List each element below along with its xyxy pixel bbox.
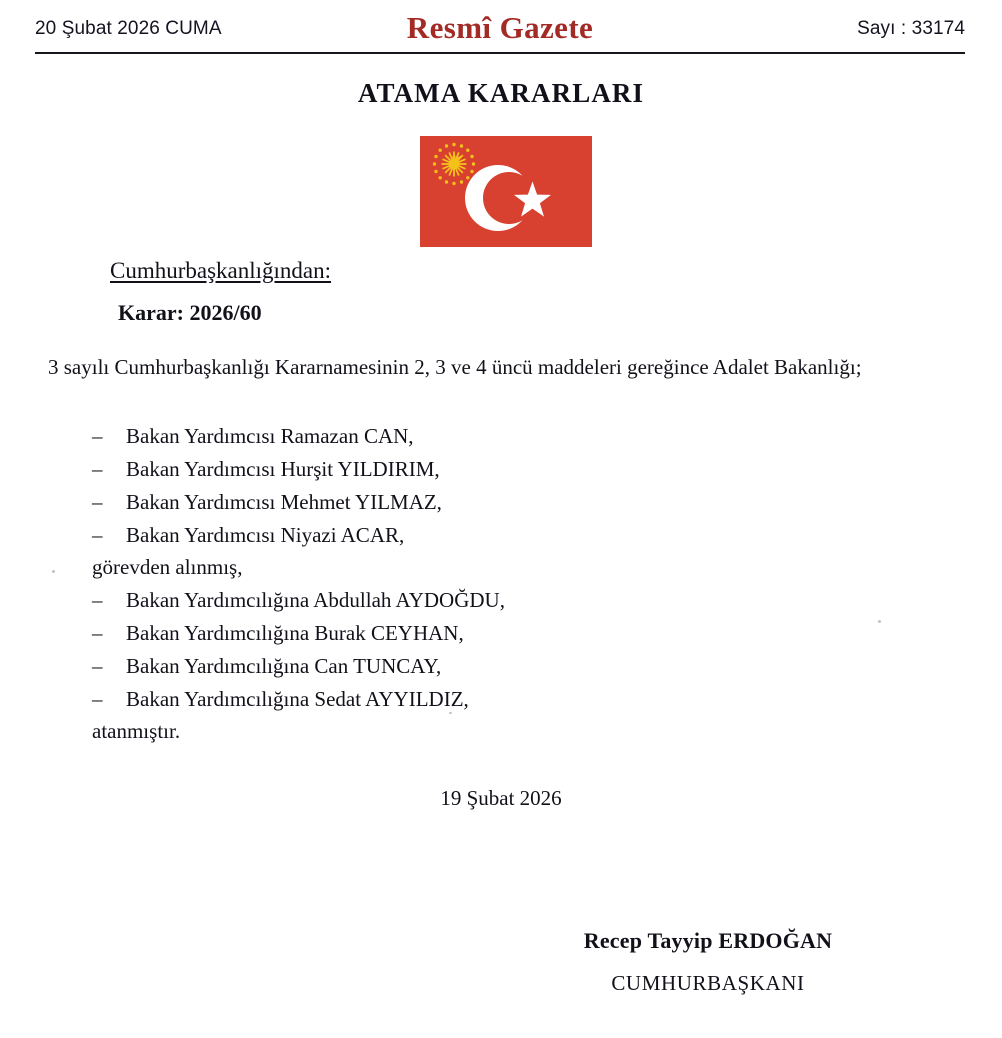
masthead — [35, 12, 965, 46]
masthead-issue-number: Sayı : 33174 — [857, 18, 965, 39]
appointment-clause: atanmıştır. — [92, 719, 181, 743]
signatory-title: CUMHURBAŞKANI — [611, 971, 805, 995]
flag-icon — [420, 136, 592, 247]
document-title: ATAMA KARARLARI — [357, 78, 645, 108]
turkish-presidential-flag — [420, 136, 592, 247]
list-item-label: Bakan Yardımcılığına Sedat AYYILDIZ, — [126, 687, 469, 711]
dash-bullet: – — [92, 523, 103, 547]
list-item — [92, 650, 932, 683]
list-item — [92, 420, 932, 453]
dash-bullet: – — [92, 490, 103, 514]
issuing-authority: Cumhurbaşkanlığından: — [110, 258, 332, 283]
scan-artifact — [449, 712, 452, 714]
scan-artifact — [878, 620, 881, 623]
signature-date: 19 Şubat 2026 — [440, 786, 562, 810]
list-item — [92, 584, 932, 617]
dash-bullet: – — [92, 457, 103, 481]
list-item-label: Bakan Yardımcısı Hurşit YILDIRIM, — [126, 457, 440, 481]
dash-bullet: – — [92, 654, 103, 678]
dash-bullet: – — [92, 424, 103, 448]
appointments-list — [92, 584, 932, 716]
list-item-label: Bakan Yardımcısı Ramazan CAN, — [126, 424, 414, 448]
scan-artifact — [52, 570, 55, 573]
masthead-title: Resmî Gazete — [406, 10, 594, 45]
list-item — [92, 519, 932, 552]
dismissal-clause: görevden alınmış, — [92, 555, 243, 579]
masthead-divider — [35, 52, 965, 54]
list-item — [92, 486, 932, 519]
dash-bullet: – — [92, 588, 103, 612]
masthead-date: 20 Şubat 2026 CUMA — [35, 18, 222, 39]
signature-block — [498, 926, 918, 998]
list-item-label: Bakan Yardımcısı Mehmet YILMAZ, — [126, 490, 442, 514]
list-item — [92, 683, 932, 716]
decision-number: Karar: 2026/60 — [118, 300, 262, 325]
list-item-label: Bakan Yardımcılığına Can TUNCAY, — [126, 654, 442, 678]
dash-bullet: – — [92, 621, 103, 645]
list-item — [92, 617, 932, 650]
dismissals-list — [92, 420, 932, 552]
list-item-label: Bakan Yardımcısı Niyazi ACAR, — [126, 523, 405, 547]
list-item-label: Bakan Yardımcılığına Abdullah AYDOĞDU, — [126, 588, 505, 612]
intro-paragraph: 3 sayılı Cumhurbaşkanlığı Kararnamesinin 2, 3 ve 4 üncü maddeleri gereğince Adalet Bakanlığı; — [48, 355, 862, 379]
dash-bullet: – — [92, 687, 103, 711]
signatory-name: Recep Tayyip ERDOĞAN — [583, 928, 833, 953]
list-item-label: Bakan Yardımcılığına Burak CEYHAN, — [126, 621, 464, 645]
list-item — [92, 453, 932, 486]
